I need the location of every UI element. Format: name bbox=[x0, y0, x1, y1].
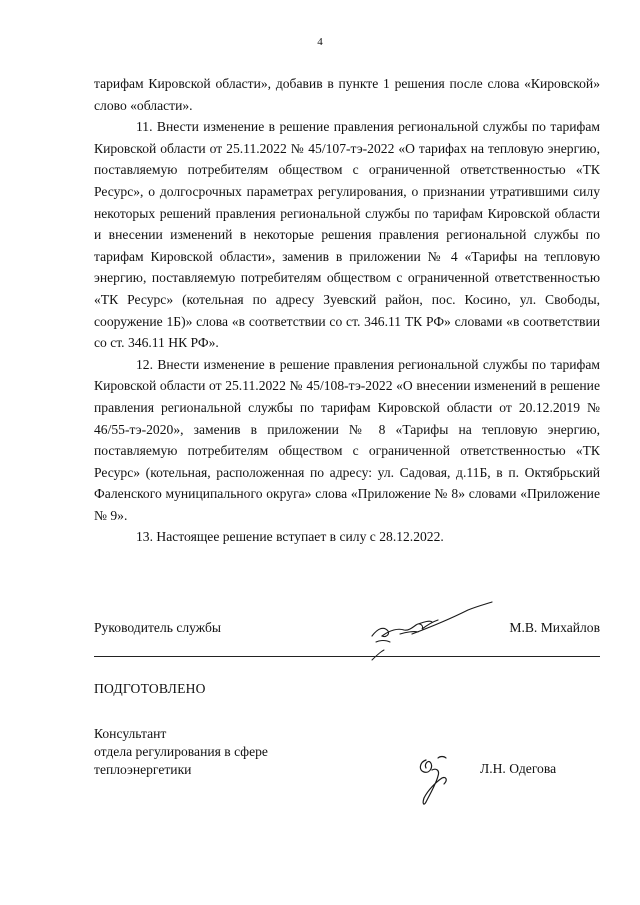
page-number: 4 bbox=[317, 36, 323, 48]
position-line-1: Консультант bbox=[94, 726, 167, 741]
handwritten-signature-consultant bbox=[412, 750, 462, 810]
paragraph-continuation: тарифам Кировской области», добавив в пункте 1 решения после слова «Кировской» слово «области». bbox=[94, 76, 600, 113]
prepared-heading: ПОДГОТОВЛЕНО bbox=[94, 681, 206, 696]
position-line-2: отдела регулирования в сфере bbox=[94, 744, 268, 759]
handwritten-signature-director bbox=[368, 598, 498, 668]
paragraph-11: 11. Внести изменение в решение правления региональной службы по тарифам Кировской области от 25.11.2022 № 45/107-тэ-2022 «О тарифах на тепловую энергию, поставляемую потребителям обществом с ограниченной ответственностью «ТК Ресурс», о долгосрочных параметрах регулирования, о признании утратившими силу некоторых решений правления региональной службы по тарифам Кировской области и внесении изменений в некоторые решения правления региональной службы по тарифам Кировской области», заменив в приложении № 4 «Тарифы на тепловую энергию, поставляемую потребителям обществом с ограниченной ответственностью «ТК Ресурс» (котельная по адресу Зуевский район, пос. Косино, ул. Свободы, сооружение 1Б)» слова «в соответствии со ст. 346.11 ТК РФ» словами «в соответствии со ст. 346.11 НК РФ». bbox=[94, 119, 600, 351]
position-line-3: теплоэнергетики bbox=[94, 762, 192, 777]
paragraph-12: 12. Внести изменение в решение правления региональной службы по тарифам Кировской области от 25.11.2022 № 45/108-тэ-2022 «О внесении изменений в решение правления региональной службы по тарифам Кировской области от 20.12.2019 № 46/55-тэ-2020», заменив в приложении № 8 «Тарифы на тепловую энергию, поставляемую потребителям обществом с ограниченной ответственностью «ТК Ресурс» (котельная, расположенная по адресу: ул. Садовая, д.11Б, в п. Октябрьский Фаленского муниципального округа» слова «Приложение № 8» словами «Приложение № 9». bbox=[94, 356, 600, 523]
consultant-name: Л.Н. Одегова bbox=[480, 761, 557, 776]
signatory-title: Руководитель службы bbox=[94, 620, 222, 635]
signatory-name: М.В. Михайлов bbox=[509, 620, 600, 635]
document-body bbox=[94, 73, 600, 548]
consultant-position bbox=[94, 725, 268, 779]
paragraph-13: 13. Настоящее решение вступает в силу с 28.12.2022. bbox=[136, 529, 444, 545]
horizontal-rule bbox=[94, 656, 600, 657]
